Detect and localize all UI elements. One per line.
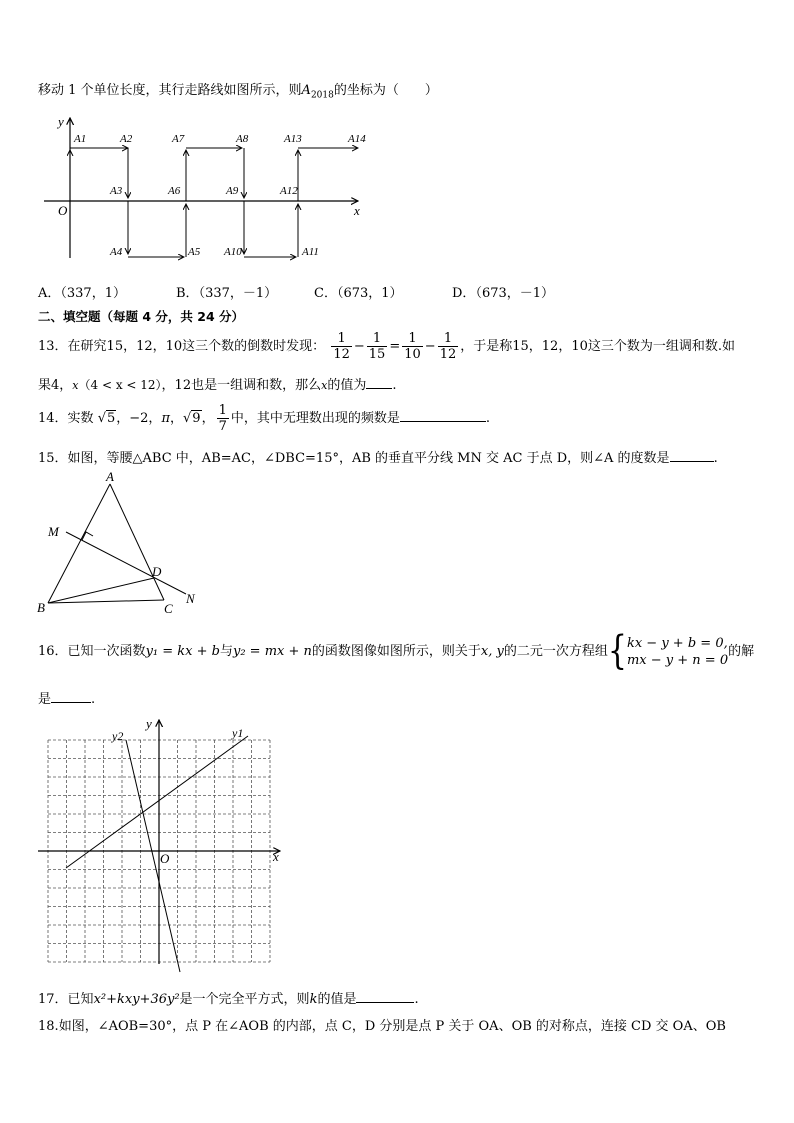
q15-text: 如图，等腰△ABC 中，AB=AC，∠DBC=15°，AB 的垂直平分线 MN 交 AC 于点 D，则∠A 的度数是 bbox=[67, 451, 670, 466]
q12-point-label: A14 bbox=[348, 133, 366, 145]
q16-line-y1 bbox=[66, 736, 248, 868]
q15-side-ac bbox=[110, 484, 164, 600]
q13-number: 13． bbox=[38, 339, 68, 354]
q17-pre: 已知 bbox=[67, 992, 94, 1007]
q16-graph-figure bbox=[38, 716, 288, 976]
q15-answer-blank[interactable] bbox=[670, 447, 714, 462]
q14-pre: 实数 bbox=[67, 411, 94, 426]
q16-line-y2 bbox=[126, 740, 180, 972]
q14-comma: ， bbox=[169, 411, 183, 426]
q12-point-label: A12 bbox=[280, 185, 298, 197]
q12-choice-c[interactable]: C．（673，1） bbox=[314, 286, 403, 301]
q17-line bbox=[38, 988, 419, 1009]
q17-post: 的值是 bbox=[317, 992, 357, 1007]
q15-side-bc bbox=[48, 600, 164, 603]
q13-frac-2: $\frac{1}{15}$ bbox=[368, 331, 386, 362]
q15-label-n: N bbox=[186, 591, 195, 606]
q15-label-a: A bbox=[106, 469, 114, 484]
q16-origin-label: O bbox=[160, 851, 170, 866]
q13-line1 bbox=[38, 328, 735, 366]
q13-line2-pre: 果4， bbox=[38, 378, 73, 393]
q12-stem-var: A bbox=[301, 83, 311, 98]
q16-answer-blank[interactable] bbox=[51, 688, 91, 703]
q12-stem-sub: 2018 bbox=[310, 90, 334, 101]
q12-point-label: A11 bbox=[302, 246, 319, 258]
q13-line2-x: x bbox=[72, 379, 79, 392]
q15-dot: . bbox=[713, 451, 718, 466]
q14-comma2: ， bbox=[201, 411, 215, 426]
q16-line2 bbox=[38, 688, 95, 709]
q18-number: 18. bbox=[38, 1019, 59, 1034]
q12-choice-a[interactable]: A．（337，1） bbox=[38, 286, 126, 301]
q14-post: 中，其中无理数出现的频数是 bbox=[230, 411, 400, 426]
q14-sqrt5: 5 bbox=[106, 411, 116, 426]
q16-end: 的解 bbox=[728, 644, 755, 659]
q17-dot: . bbox=[414, 992, 419, 1007]
q14-number: 14． bbox=[38, 411, 68, 426]
q15-right-angle-mark bbox=[82, 532, 93, 540]
q12-stem-post: 的坐标为（ ） bbox=[333, 83, 438, 98]
q12-point-label: A10 bbox=[224, 246, 242, 258]
q15-number: 15． bbox=[38, 451, 68, 466]
q12-point-label: A2 bbox=[120, 133, 133, 145]
q15-label-b: B bbox=[37, 600, 45, 615]
q16-func2: y₂ = mx + n bbox=[232, 644, 312, 659]
q16-eq2: mx − y + n = 0 bbox=[626, 652, 729, 668]
q17-mid: 是一个完全平方式，则 bbox=[179, 992, 310, 1007]
q13-dot: . bbox=[392, 378, 397, 393]
q12-choice-b[interactable]: B．（337，－1） bbox=[176, 286, 278, 301]
q16-label-y1: y1 bbox=[232, 726, 244, 740]
q14-dot: . bbox=[485, 411, 491, 426]
q18-line bbox=[38, 1018, 726, 1036]
q13-line2 bbox=[38, 374, 396, 395]
q12-point-label: A7 bbox=[172, 133, 185, 145]
q15-label-d: D bbox=[152, 564, 162, 579]
q13-line2-end: 的值为 bbox=[327, 378, 367, 393]
q14-sqrt9: 9 bbox=[192, 411, 201, 426]
q15-segment-bd bbox=[48, 578, 154, 603]
q13-post: ，于是称15，12，10这三个数为一组调和数.如 bbox=[460, 339, 735, 354]
q16-y-label: y bbox=[146, 716, 152, 731]
q16-pre: 已知一次函数 bbox=[67, 644, 146, 659]
q12-point-label: A1 bbox=[74, 133, 87, 145]
q16-eq1: kx − y + b = 0, bbox=[626, 635, 728, 651]
q18-text: 如图，∠AOB=30°，点 P 在∠AOB 的内部，点 C，D 分别是点 P 关于 OA、OB 的对称点，连接 CD 交 OA、OB bbox=[58, 1019, 726, 1034]
q12-choice-d[interactable]: D．（673，－1） bbox=[452, 286, 555, 301]
q13-frac-3: $\frac{1}{10}$ bbox=[404, 331, 421, 362]
q16-post2: 的二元一次方程组 bbox=[503, 644, 608, 659]
q13-pre: 在研究15，12，10这三个数的倒数时发现： bbox=[67, 339, 326, 354]
q12-x-label: x bbox=[354, 203, 360, 218]
q14-line: 14．实数 √5，−2，π，√9， $\frac{1}{7}$ 中，其中无理数出现的频数是 . bbox=[38, 403, 491, 434]
q15-line bbox=[38, 447, 718, 468]
q12-path-figure bbox=[38, 112, 378, 272]
q13-frac-4: $\frac{1}{12}$ bbox=[439, 331, 457, 362]
q12-origin-label: O bbox=[58, 203, 68, 218]
q14-items: ，−2， bbox=[116, 411, 162, 426]
q13-line2-post: ，12也是一组调和数，那么 bbox=[161, 378, 322, 393]
q14-pi: π bbox=[161, 411, 170, 426]
section2-title: 二、填空题（每题 4 分，共 24 分） bbox=[38, 309, 245, 324]
q16-number: 16． bbox=[38, 644, 68, 659]
q15-side-ab bbox=[48, 484, 110, 603]
q16-mid: 与 bbox=[219, 644, 233, 659]
q15-triangle-figure bbox=[36, 470, 206, 616]
q14-answer-blank[interactable] bbox=[400, 407, 486, 422]
q13-equals: = bbox=[389, 339, 401, 354]
q12-point-label: A9 bbox=[226, 185, 239, 197]
q12-point-label: A5 bbox=[188, 246, 201, 258]
q17-answer-blank[interactable] bbox=[356, 988, 414, 1003]
q12-point-label: A6 bbox=[168, 185, 181, 197]
q12-stem bbox=[38, 82, 438, 105]
q13-minus-1: − bbox=[353, 339, 365, 354]
q13-answer-blank[interactable] bbox=[366, 374, 392, 389]
q13-frac-1: $\frac{1}{12}$ bbox=[333, 331, 350, 362]
q17-number: 17． bbox=[38, 992, 68, 1007]
q16-line2-text: 是 bbox=[38, 692, 52, 707]
q17-expr: x²+kxy+36y² bbox=[93, 992, 180, 1007]
q16-vars: x, y bbox=[480, 644, 504, 659]
q15-label-m: M bbox=[48, 524, 59, 539]
q16-func1: y₁ = kx + b bbox=[145, 644, 220, 659]
q12-point-label: A4 bbox=[110, 246, 123, 258]
q16-label-y2: y2 bbox=[112, 729, 124, 743]
q16-brace-icon: { bbox=[607, 628, 627, 674]
q13-minus-2: − bbox=[424, 339, 436, 354]
q12-point-label: A3 bbox=[110, 185, 123, 197]
q16-system bbox=[627, 635, 728, 669]
q12-stem-pre: 移动 1 个单位长度，其行走路线如图所示，则 bbox=[38, 83, 302, 98]
q12-point-label: A13 bbox=[284, 133, 302, 145]
q17-k: k bbox=[309, 992, 318, 1007]
q16-line1 bbox=[38, 628, 755, 674]
q16-post: 的函数图像如图所示，则关于 bbox=[311, 644, 481, 659]
q15-label-c: C bbox=[164, 601, 173, 616]
q14-frac: $\frac{1}{7}$ bbox=[218, 403, 227, 434]
q13-line2-x2: x bbox=[321, 379, 328, 392]
q12-y-label: y bbox=[58, 114, 64, 129]
q12-point-label: A8 bbox=[236, 133, 249, 145]
q16-x-label: x bbox=[273, 849, 279, 864]
q13-line2-cond: （4 < x < 12） bbox=[78, 378, 162, 392]
q16-dot: . bbox=[91, 692, 96, 707]
